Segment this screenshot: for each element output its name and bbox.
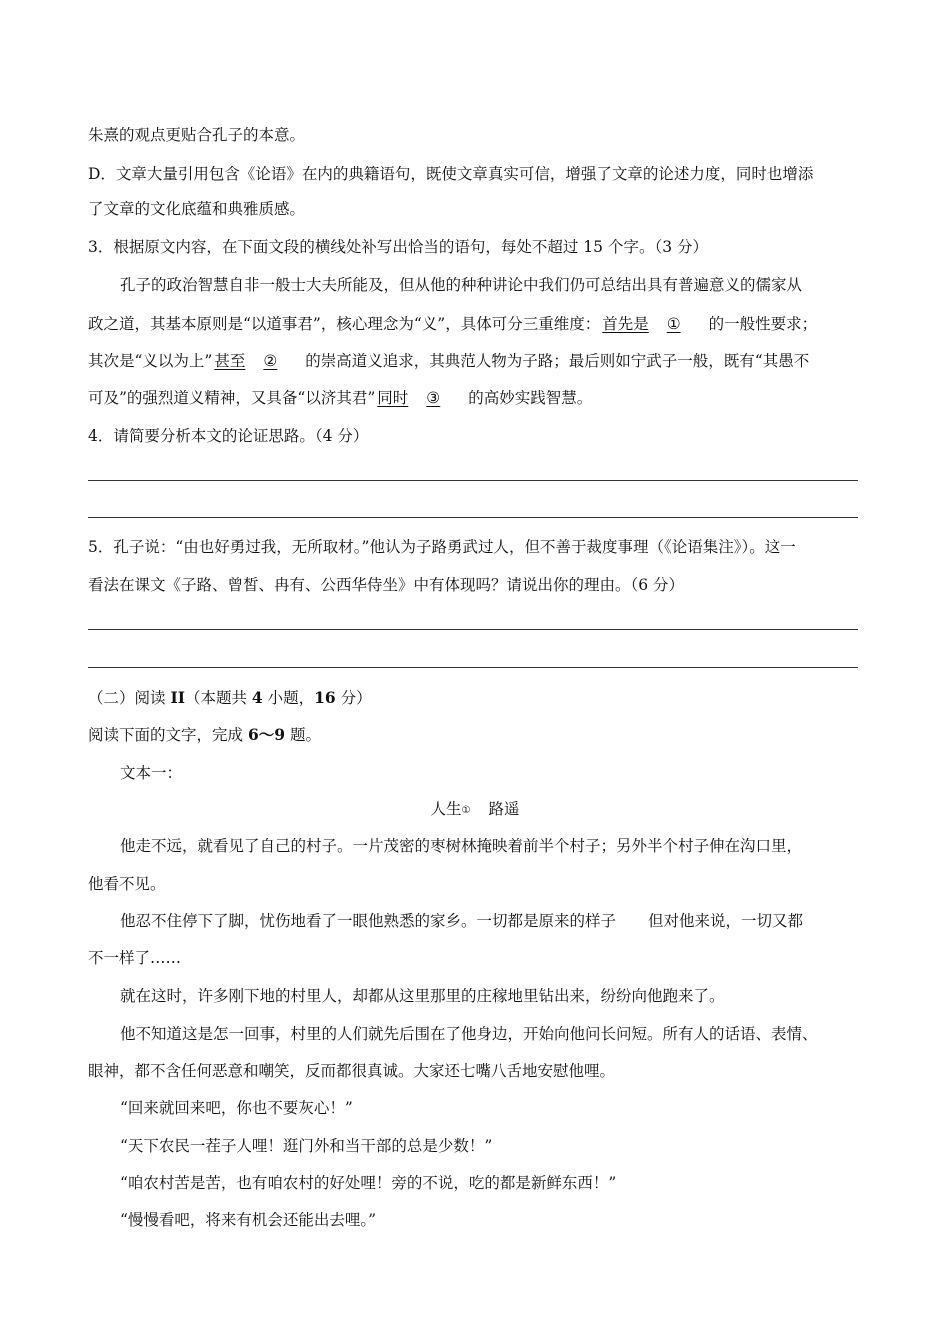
story-dialogue: “天下农民一茬子人哩！逛门外和当干部的总是少数！” (120, 1137, 493, 1155)
option-c-tail: 朱熹的观点更贴合孔子的本意。 (88, 126, 306, 144)
text-segment: 可及”的强烈道义精神，又具备“以济其君” (88, 389, 376, 407)
blank-number: ② (263, 352, 278, 370)
question-3-paragraph-line2 (88, 314, 817, 334)
story-paragraph: 就在这时，许多刚下地的村里人，却都从这里那里的庄稼地里钻出来，纷纷向他跑来了。 (120, 987, 725, 1005)
question-3-paragraph-line1: 孔子的政治智慧自非一般士大夫所能及，但从他的种种讲论中我们仍可总结出具有普遍意义的儒家从 (120, 276, 803, 294)
answer-line[interactable] (88, 480, 858, 481)
fill-blank-2[interactable] (212, 351, 279, 371)
fill-blank-3[interactable] (375, 388, 442, 408)
fill-blank-1[interactable] (600, 314, 682, 334)
option-d-line2: 了文章的文化底蕴和典雅质感。 (88, 200, 306, 218)
footnote-mark: ① (461, 805, 471, 816)
blank-number: ① (666, 315, 681, 333)
section-heading: （二）阅读 II（本题共 4 小题，16 分） (88, 688, 372, 707)
text-one-label: 文本一： (120, 764, 183, 782)
question-3-paragraph-line3 (88, 351, 809, 371)
answer-line[interactable] (88, 517, 858, 518)
answer-line[interactable] (88, 667, 858, 668)
question-5-line1: 5．孔子说：“由也好勇过我，无所取材。”他认为子路勇武过人，但不善于裁度事理（《论语集注》）。这一 (88, 538, 796, 556)
answer-line[interactable] (88, 629, 858, 630)
story-paragraph: 眼神，都不含任何恶意和嘲笑，反而都很真诚。大家还七嘴八舌地安慰他哩。 (88, 1062, 616, 1080)
reading-instruction: 阅读下面的文字，完成 6～9 题。 (88, 725, 321, 744)
story-title (0, 799, 950, 821)
question-3-stem: 3．根据原文内容，在下面文段的横线处补写出恰当的语句，每处不超过 15 个字。（3 分） (88, 238, 708, 256)
story-paragraph: 他忍不住停下了脚，忧伤地看了一眼他熟悉的家乡。一切都是原来的样子 但对他来说，一切又都 (120, 912, 804, 930)
story-dialogue: “回来就回来吧，你也不要灰心！” (120, 1099, 353, 1117)
question-5-line2: 看法在课文《子路、曾皙、冉有、公西华侍坐》中有体现吗？请说出你的理由。（6 分） (88, 576, 685, 594)
story-dialogue: “慢慢看吧，将来有机会还能出去哩。” (120, 1211, 377, 1229)
text-segment: 的一般性要求； (708, 315, 818, 333)
story-paragraph: 他看不见。 (88, 875, 166, 893)
blank-lead-text: 甚至 (214, 352, 246, 370)
text-segment: 政之道，其基本原则是“以道事君”，核心理念为“义”，具体可分三重维度： (88, 315, 601, 333)
question-4-stem: 4．请简要分析本文的论证思路。（4 分） (88, 427, 369, 445)
question-3-paragraph-line4 (88, 388, 592, 408)
story-paragraph: 他走不远，就看见了自己的村子。一片茂密的枣树林掩映着前半个村子；另外半个村子伸在沟口里， (120, 837, 803, 855)
story-dialogue: “咱农村苦是苦，也有咱农村的好处哩！旁的不说，吃的都是新鲜东西！” (120, 1174, 617, 1192)
blank-lead-text: 同时 (377, 389, 409, 407)
story-paragraph: 他不知道这是怎一回事，村里的人们就先后围在了他身边，开始向他问长问短。所有人的话语、表情、 (120, 1025, 818, 1043)
blank-lead-text: 首先是 (602, 315, 649, 333)
story-title-text: 人生 (430, 800, 462, 818)
text-segment: 其次是“义以为上” (88, 352, 213, 370)
story-author: 路遥 (488, 800, 520, 818)
text-segment: 的高妙实践智慧。 (468, 389, 593, 407)
blank-number: ③ (426, 389, 441, 407)
option-d-line1: D．文章大量引用包含《论语》在内的典籍语句，既使文章真实可信，增强了文章的论述力度，同时也增添 (88, 165, 814, 183)
story-paragraph: 不一样了…… (88, 949, 182, 967)
text-segment: 的崇高道义追求，其典范人物为子路；最后则如宁武子一般，既有“其愚不 (305, 352, 810, 370)
